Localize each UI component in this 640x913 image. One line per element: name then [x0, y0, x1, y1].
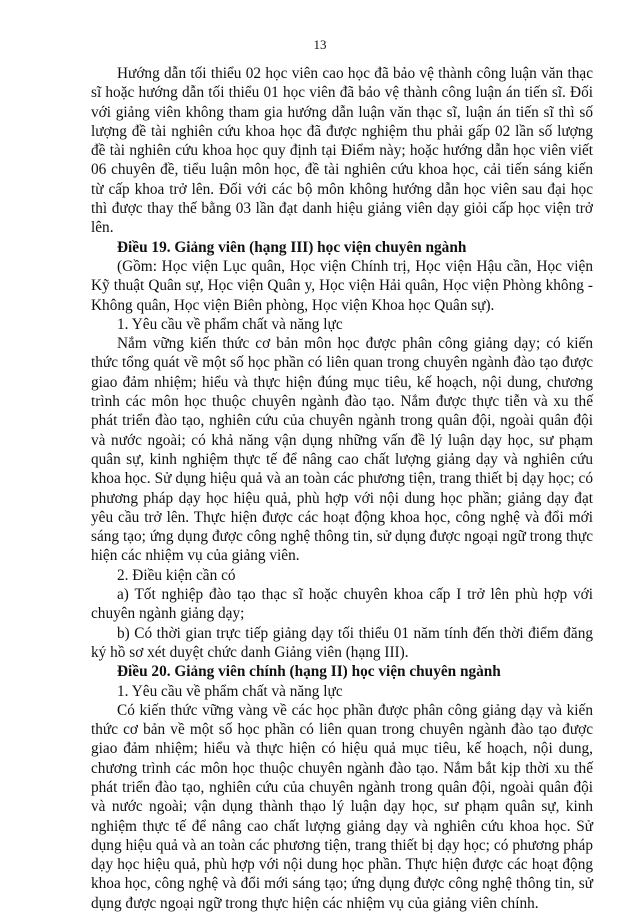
section-heading: 2. Điều kiện cần có: [117, 566, 236, 584]
article-19-heading: Điều 19. Giảng viên (hạng III) học viện chuyên ngành: [117, 238, 467, 256]
list-item: b) Có thời gian trực tiếp giảng dạy tối thiểu 01 năm tính đến thời điểm đăng ký hồ sơ xét duyệt chức danh Giảng viên (hạng III).: [91, 624, 593, 661]
list-item: a) Tốt nghiệp đào tạo thạc sĩ hoặc chuyên khoa cấp I trở lên phù hợp với chuyên ngành giảng dạy;: [91, 586, 593, 623]
paragraph: Nắm vững kiến thức cơ bản môn học được phân công giảng dạy; có kiến thức tổng quát về một số học phần có liên quan trong chuyên ngành đào tạo được giao đảm nhiệm; hiểu và thực hiện đúng mục tiêu, kế hoạch, nội dung, chương trình các môn học thuộc chuyên ngành đào tạo. Nắm được thực tiễn và xu thế phát triển đào tạo, nghiên cứu của chuyên ngành trong quân đội, ngoài quân đội và nước ngoài; có khả năng vận dụng những vấn đề lý luận dạy học, sư phạm quân sự, kinh nghiệm thực tế để nâng cao chất lượng giảng dạy và nghiên cứu khoa học. Sử dụng hiệu quả và an toàn các phương tiện, trang thiết bị dạy học; có phương pháp dạy học hiệu quả, phù hợp với nội dung học phần; giảng dạy đạt yêu cầu trở lên. Thực hiện được các hoạt động khoa học, công nghệ và đổi mới sáng tạo; ứng dụng được công nghệ thông tin, sử dụng được ngoại ngữ trong thực hiện các nhiệm vụ của giảng viên.: [91, 335, 593, 565]
page-number: 13: [313, 37, 327, 52]
paragraph: Hướng dẫn tối thiểu 02 học viên cao học đã bảo vệ thành công luận văn thạc sĩ hoặc hướng dẫn tối thiểu 01 học viên đã bảo vệ thành công luận án tiến sĩ. Đối với giảng viên không tham gia hướng dẫn luận văn thạc sĩ, luận án tiến sĩ thì số lượng đề tài nghiên cứu khoa học đã được nghiệm thu phải gấp 02 lần số lượng đề tài nghiên cứu khoa học quy định tại Điểm này; hoặc hướng dẫn học viên viết 06 chuyên đề, tiểu luận môn học, đề tài nghiên cứu khoa học, cải tiến sáng kiến từ cấp khoa trở lên. Đối với các bộ môn không hướng dẫn học viên sau đại học thì được thay thế bằng 03 lần đạt danh hiệu giảng viên dạy giỏi cấp học viện trở lên.: [91, 65, 593, 237]
section-heading: 1. Yêu cầu về phẩm chất và năng lực: [117, 682, 343, 700]
section-heading: 1. Yêu cầu về phẩm chất và năng lực: [117, 315, 343, 333]
article-20-heading: Điều 20. Giảng viên chính (hạng II) học viện chuyên ngành: [117, 663, 501, 681]
document-body: [91, 64, 593, 913]
paragraph: Có kiến thức vững vàng về các học phần được phân công giảng dạy và kiến thức cơ bản về một số học phần có liên quan trong chuyên ngành đào tạo được giao đảm nhiệm; hiểu và thực hiện có hiệu quả mục tiêu, kế hoạch, nội dung, chương trình các môn học thuộc chuyên ngành đào tạo. Nắm bắt kịp thời xu thế phát triển đào tạo, nghiên cứu của chuyên ngành trong quân đội, ngoài quân đội và nước ngoài; vận dụng thành thạo lý luận dạy học, sư phạm quân sự, kinh nghiệm thực tế để nâng cao chất lượng giảng dạy và nghiên cứu khoa học. Sử dụng hiệu quả và an toàn các phương tiện, trang thiết bị dạy học; có phương pháp dạy học hiệu quả, phù hợp với nội dung học phần. Thực hiện được các hoạt động khoa học, công nghệ và đổi mới sáng tạo; ứng dụng được công nghệ thông tin, sử dụng được ngoại ngữ trong thực hiện các nhiệm vụ của giảng viên chính.: [91, 701, 593, 912]
paragraph: (Gồm: Học viện Lục quân, Học viện Chính trị, Học viện Hậu cần, Học viện Kỹ thuật Quân sự, Học viện Quân y, Học viện Hải quân, Học viện Phòng không - Không quân, Học viện Biên phòng, Học viện Khoa học Quân sự).: [91, 257, 593, 314]
